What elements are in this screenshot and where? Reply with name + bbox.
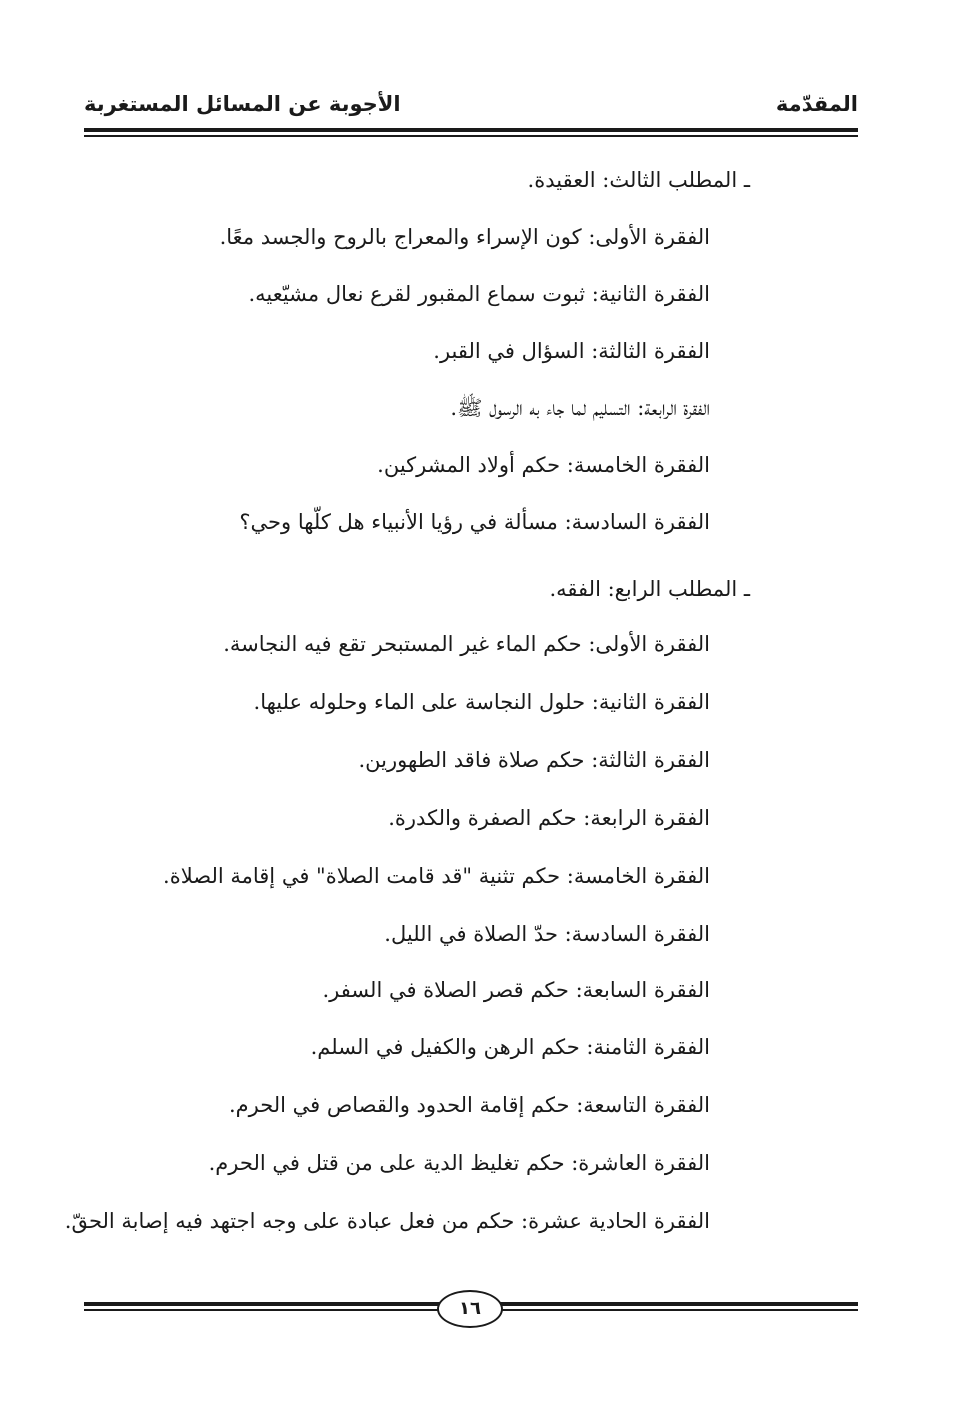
book-title: الأجوبة عن المسائل المستغربة [84,92,401,116]
footer-rule-thin-left [84,1309,440,1311]
header-rule-thick [84,128,858,132]
list-item: الفقرة السابعة: حكم قصر الصلاة في السفر. [322,978,710,1002]
list-item: الفقرة الأولى: كون الإسراء والمعراج بالروح والجسد معًا. [219,225,710,249]
list-item: الفقرة الخامسة: حكم أولاد المشركين. [377,453,710,477]
list-item: الفقرة التاسعة: حكم إقامة الحدود والقصاص في الحرم. [228,1093,710,1117]
list-item: الفقرة الخامسة: حكم تثنية "قد قامت الصلاة" في إقامة الصلاة. [163,864,710,888]
list-item: الفقرة الأولى: حكم الماء غير المستبحر تقع فيه النجاسة. [223,632,710,656]
list-item: الفقرة الثالثة: السؤال في القبر. [433,339,710,363]
footer-rule-thick-left [84,1302,440,1306]
footer-rule-thick-right [497,1302,858,1306]
page-number: ١٦ [437,1290,503,1328]
list-item: الفقرة الحادية عشرة: حكم من فعل عبادة على وجه اجتهد فيه إصابة الحقّ. [64,1209,710,1233]
list-item: الفقرة الثامنة: حكم الرهن والكفيل في السلم. [310,1035,710,1059]
list-item: الفقرة الثالثة: حكم صلاة فاقد الطهورين. [358,748,710,772]
footer-rule-thin-right [497,1309,858,1311]
list-item: الفقرة العاشرة: حكم تغليظ الدية على من قتل في الحرم. [208,1151,710,1175]
list-item: الفقرة السادسة: حدّ الصلاة في الليل. [384,922,710,946]
list-item: الفقرة الرابعة: حكم الصفرة والكدرة. [388,806,710,830]
list-item: الفقرة الرابعة: التسليم لما جاء به الرسول ﷺ. [450,396,710,420]
list-item: الفقرة السادسة: مسألة في رؤيا الأنبياء هل كلّها وحي؟ [239,510,710,534]
section-heading-aqeedah: ـ المطلب الثالث: العقيدة. [527,168,750,192]
chapter-title: المقدّمة [775,92,858,116]
section-heading-fiqh: ـ المطلب الرابع: الفقه. [549,577,750,601]
header-rule-thin [84,135,858,137]
list-item: الفقرة الثانية: ثبوت سماع المقبور لقرع نعال مشيّعيه. [248,282,710,306]
list-item: الفقرة الثانية: حلول النجاسة على الماء وحلوله عليها. [253,690,710,714]
